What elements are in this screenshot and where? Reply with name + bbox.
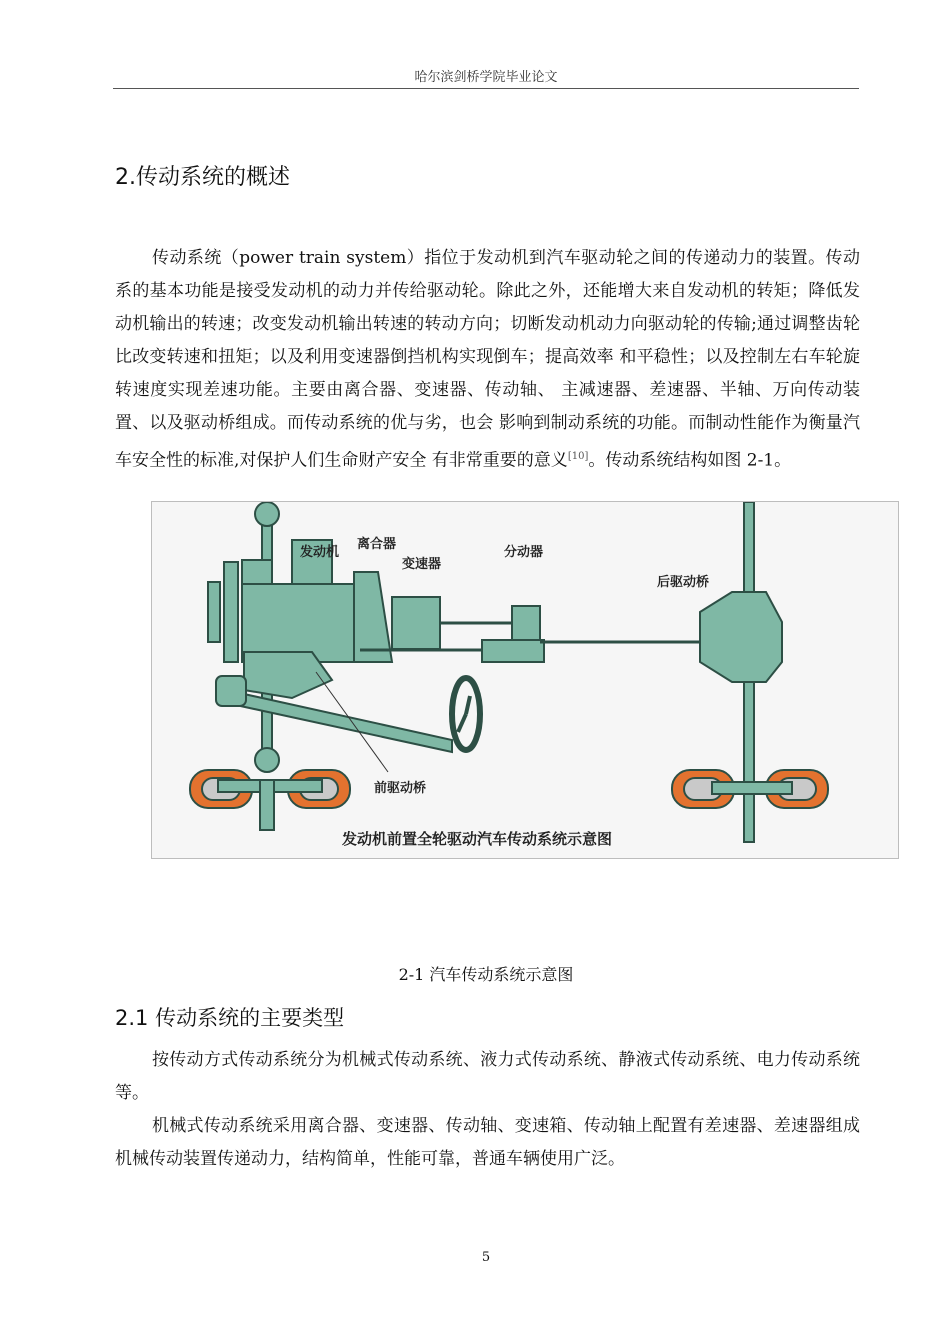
label-rear-axle: 后驱动桥: [657, 575, 710, 590]
label-engine: 发动机: [300, 545, 340, 560]
running-header: 哈尔滨剑桥学院毕业论文: [414, 70, 558, 85]
transfer-case: [512, 606, 540, 640]
gearbox: [392, 597, 440, 649]
front-propeller-shaft: [222, 690, 452, 752]
section-heading: 2.传动系统的概述: [115, 165, 290, 190]
subsection-heading: 2.1 传动系统的主要类型: [115, 1006, 345, 1030]
label-clutch: 离合器: [357, 537, 397, 552]
citation-ref[interactable]: [10]: [567, 451, 589, 462]
rear-differential: [700, 592, 782, 682]
steering-knuckle-top: [255, 502, 279, 526]
intro-paragraph: [115, 242, 860, 478]
radiator: [208, 582, 220, 642]
drivetrain-diagram: [152, 502, 898, 858]
header-divider: [113, 88, 859, 89]
engine-block: [242, 584, 354, 662]
types-paragraph: 按传动方式传动系统分为机械式传动系统、液力式传动系统、静液式传动系统、电力传动系统等。: [115, 1050, 860, 1103]
steering-wheel: [452, 678, 480, 750]
mechanical-paragraph: 机械式传动系统采用离合器、变速器、传动轴、变速箱、传动轴上配置有差速器、差速器组成机械传动装置传递动力，结构简单，性能可靠，普通车辆使用广泛。: [115, 1116, 860, 1169]
label-front-axle: 前驱动桥: [374, 781, 427, 796]
page-number: 5: [481, 1250, 491, 1265]
steering-knuckle-bottom: [255, 748, 279, 772]
figure-caption: 2-1 汽车传动系统示意图: [398, 965, 574, 984]
label-gearbox: 变速器: [402, 557, 442, 572]
drivetrain-figure: [151, 501, 899, 859]
intro-text: 传动系统（power train system）指位于发动机到汽车驱动轮之间的传递动力的装置。传动系的基本功能是接受发动机的动力并传给驱动轮。除此之外，还能增大来自发动机的转矩；降低发动机输出的转速；改变发动机输出转速的转动方向；切断发动机动力向驱动轮的传输;通过调整齿轮比改变转速和扭矩；以及利用变速器倒挡机构实现倒车；提高效率 和平稳性；以及控制左右车轮旋转速度实现差速功能。主要由离合器、变速器、传动轴、 主减速器、差速器、半轴、万向传动装置、以及驱动桥组成。而传动系统的优与劣，也会 影响到制动系统的功能。而制动性能作为衡量汽车安全性的标准,对保护人们生命财产安全 有非常重要的意义: [115, 248, 860, 471]
figure-inner-title: 发动机前置全轮驱动汽车传动系统示意图: [342, 830, 613, 848]
label-transfer-case: 分动器: [504, 545, 544, 560]
intro-text-end: 。传动系统结构如图 2-1。: [588, 450, 792, 471]
